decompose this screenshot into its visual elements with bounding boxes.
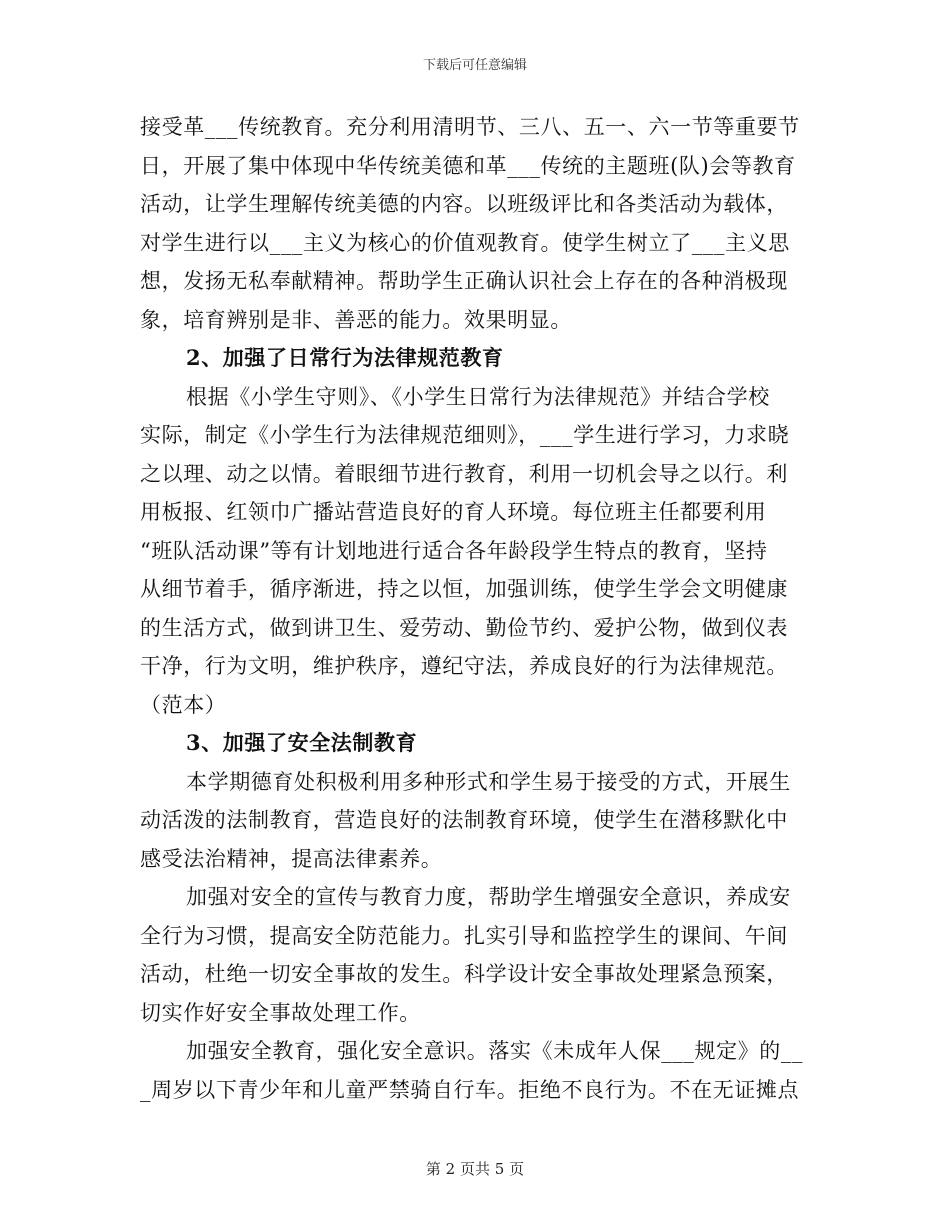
body-line: 的生活方式，做到讲卫生、爱劳动、勤俭节约、爱护公物，做到仪表 (140, 615, 788, 640)
body-line: 想，发扬无私奉献精神。帮助学生正确认识社会上存在的各种消极现 (140, 269, 788, 293)
body-line: 象，培育辨别是非、善恶的能力。效果明显。 (140, 307, 572, 332)
body-line: 感受法治精神，提高法律素养。 (140, 846, 443, 871)
body-line: 全行为习惯，提高安全防范能力。扎实引导和监控学生的课间、午间 (140, 923, 788, 948)
body-line: 活动，杜绝一切安全事故的发生。科学设计安全事故处理紧急预案， (140, 962, 788, 986)
document-body (140, 108, 820, 1109)
body-line: 用板报、红领巾广播站营造良好的育人环境。每位班主任都要利用 (140, 500, 767, 524)
body-line: 日，开展了集中体现中华传统美德和革___传统的主题班(队)会等教育 (140, 153, 796, 178)
body-line: 实际，制定《小学生行为法律规范细则》，___学生进行学习，力求晓 (140, 423, 790, 447)
body-line: 之以理、动之以情。着眼细节进行教育，利用一切机会导之以行。利 (140, 461, 788, 486)
paragraph-first-line: 加强安全教育，强化安全意识。落实《未成年人保___规定》的__ (186, 1039, 804, 1063)
paragraph-first-line: 本学期德育处积极利用多种形式和学生易于接受的方式，开展生 (186, 769, 791, 794)
body-line: （范本） (140, 692, 227, 717)
section-heading: 3、加强了安全法制教育 (186, 730, 418, 755)
body-line: _周岁以下青少年和儿童严禁骑自行车。拒绝不良行为。不在无证摊点 (140, 1077, 800, 1102)
body-line: 动活泼的法制教育，营造良好的法制教育环境，使学生在潜移默化中 (140, 808, 788, 832)
body-line: 对学生进行以___主义为核心的价值观教育。使学生树立了___主义思 (140, 230, 790, 255)
section-heading: 2、加强了日常行为法律规范教育 (186, 345, 504, 370)
page-header: 下载后可任意编辑 (422, 58, 527, 73)
body-line: 从细节着手，循序渐进，持之以恒，加强训练，使学生学会文明健康 (140, 577, 788, 601)
body-line: “班队活动课”等有计划地进行适合各年龄段学生特点的教育，坚持 (140, 538, 768, 563)
paragraph-first-line: 根据《小学生守则》、《小学生日常行为法律规范》并结合学校 (186, 384, 770, 409)
page-number: 第 2 页共 5 页 (425, 1160, 525, 1178)
paragraph-first-line: 加强对安全的宣传与教育力度，帮助学生增强安全意识，养成安 (186, 885, 791, 909)
body-line: 接受革___传统教育。充分利用清明节、三八、五一、六一节等重要节 (140, 115, 800, 139)
body-line: 切实作好安全事故处理工作。 (140, 1000, 421, 1025)
body-line: 活动，让学生理解传统美德的内容。以班级评比和各类活动为载体， (140, 192, 788, 216)
body-line: 干净，行为文明，维护秩序，遵纪守法，养成良好的行为法律规范。 (140, 654, 788, 678)
